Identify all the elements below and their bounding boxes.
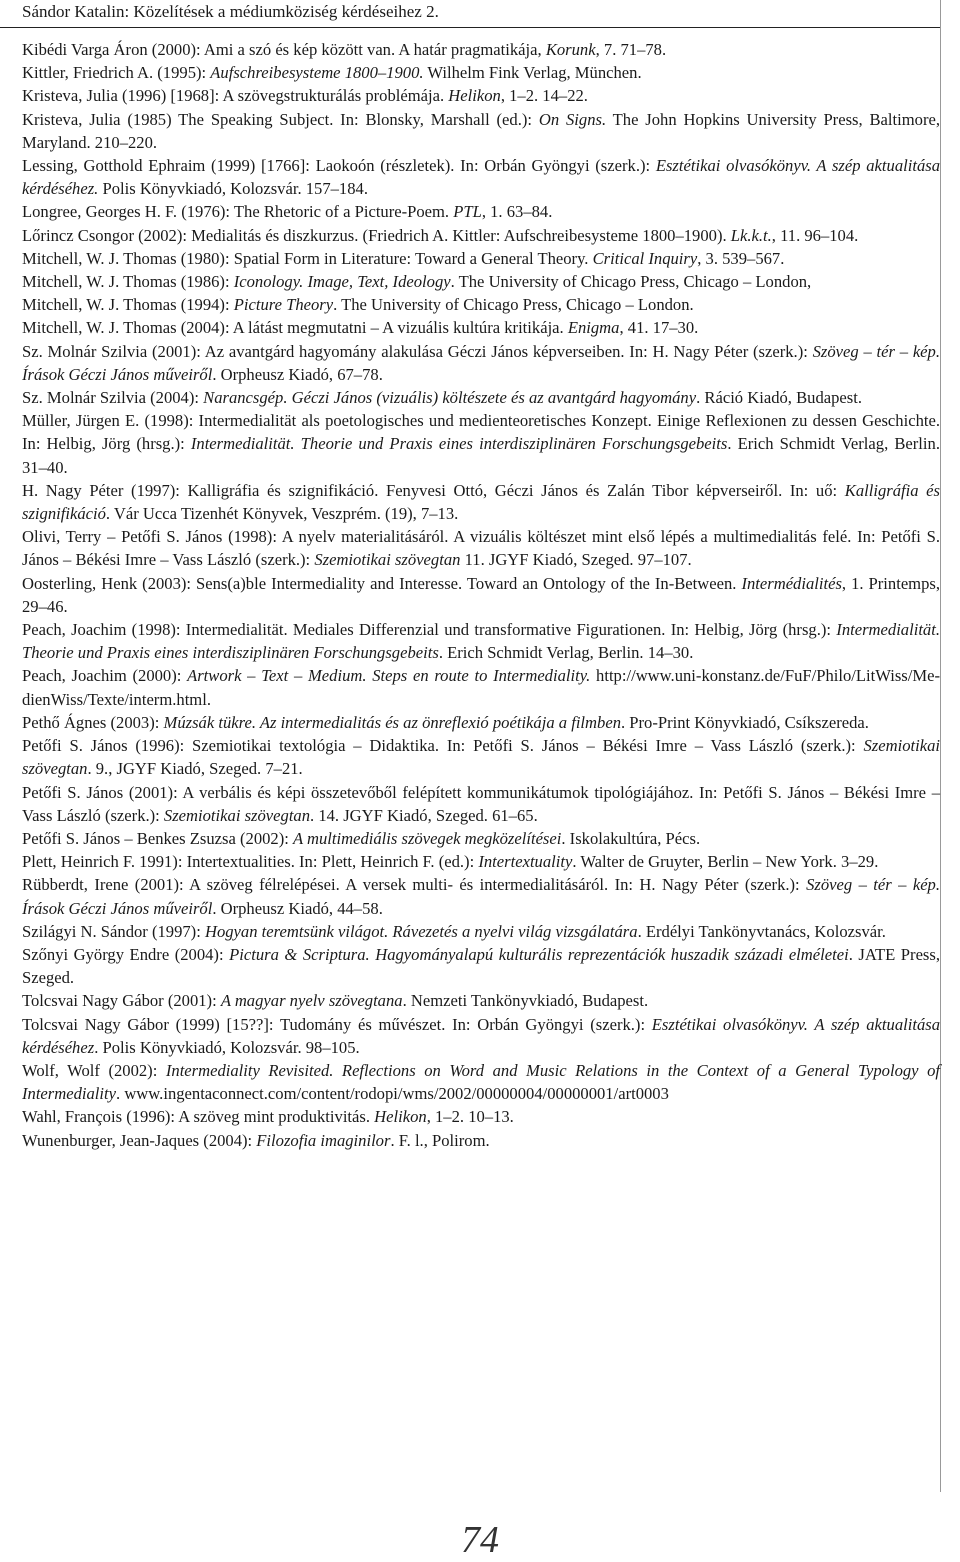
reference-title: PTL <box>453 202 482 222</box>
reference-text: Rübberdt, Irene (2001): A szöveg félrelépései. A versek multi- és intermedialitásáról. In: H. Nagy Péter (szerk.): <box>22 875 807 895</box>
reference-text: Sz. Molnár Szilvia (2004): <box>22 388 204 408</box>
reference-title: Intertextuality <box>478 852 573 872</box>
reference-text: Wunenburger, Jean-Jaques (2004): <box>22 1130 257 1150</box>
reference-entry <box>22 572 940 618</box>
reference-text: . Pro-Print Könyvkiadó, Csíkszereda. <box>621 712 869 732</box>
reference-text: Polis Könyvkiadó, Kolozsvár. 157–184. <box>98 179 368 199</box>
reference-text: . Erich Schmidt Verlag, Berlin. 14–30. <box>438 643 694 663</box>
reference-entry <box>22 943 940 989</box>
reference-entry <box>22 1013 940 1059</box>
reference-title: Picture Theory <box>233 295 334 315</box>
reference-entry <box>22 200 940 223</box>
reference-text: . F. l., Polirom. <box>390 1130 490 1150</box>
reference-text: , 11. 96–104. <box>771 225 859 245</box>
right-margin-rule <box>940 0 941 1492</box>
reference-title: Szemiotikai szövegtan <box>22 736 940 779</box>
reference-title: Szöveg – tér – kép. Írások Géczi János műveiről <box>22 875 941 918</box>
reference-entry <box>22 711 940 734</box>
reference-entry <box>22 734 940 780</box>
reference-title: On Signs. <box>538 109 607 129</box>
reference-title: Múzsák tükre. Az intermedialitás és az önreflexió poétikája a filmben <box>163 712 621 732</box>
reference-title: Enigma <box>567 318 620 338</box>
reference-text: Mitchell, W. J. Thomas (1980): Spatial Form in Literature: Toward a General Theory. <box>22 248 593 268</box>
reference-text: Wahl, François (1996): A szöveg mint produktivitás. <box>22 1107 375 1127</box>
reference-text: Mitchell, W. J. Thomas (1994): <box>22 295 234 315</box>
reference-text: Plett, Heinrich F. 1991): Intertextualities. In: Plett, Heinrich F. (ed.): <box>22 852 479 872</box>
reference-text: Kristeva, Julia (1996) [1968]: A szövegstrukturálás problémája. <box>22 86 449 106</box>
reference-text: . 14. JGYF Kiadó, Szeged. 61–65. <box>310 805 538 825</box>
reference-title: Intermédialités <box>741 573 842 593</box>
reference-text: , 1–2. 10–13. <box>426 1107 514 1127</box>
reference-entry <box>22 920 940 943</box>
reference-text: H. Nagy Péter (1997): Kalligráfia és szignifikáció. Fenyvesi Ottó, Géczi János és Zalán Tibor képverseiről. In: uő: <box>22 480 845 500</box>
reference-title: Critical Inquiry <box>592 248 698 268</box>
reference-entry <box>22 108 940 154</box>
reference-title: Esztétikai olvasókönyv. A szép aktualitása kérdéséhez <box>22 1014 940 1057</box>
reference-text: . Orpheusz Kiadó, 44–58. <box>212 898 383 918</box>
reference-text: . 9., JGYF Kiadó, Szeged. 7–21. <box>87 759 303 779</box>
reference-text: . Erdélyi Tankönyvtanács, Kolozsvár. <box>637 921 886 941</box>
reference-text: Pethő Ágnes (2003): <box>22 712 164 732</box>
reference-entry <box>22 61 940 84</box>
reference-entry <box>22 84 940 107</box>
reference-text: Tolcsvai Nagy Gábor (1999) [15??]: Tudomány és művészet. In: Orbán Gyöngyi (szerk.): <box>22 1014 652 1034</box>
reference-entry <box>22 38 940 61</box>
header-rule <box>0 27 940 28</box>
reference-title: Iconology. Image, Text, Ideology <box>233 272 451 292</box>
reference-entry <box>22 989 940 1012</box>
reference-text: Kittler, Friedrich A. (1995): <box>22 63 211 83</box>
reference-title: Helikon <box>448 86 501 106</box>
reference-text: Olivi, Terry – Petőfi S. János (1998): A nyelv materialitásáról. A vizuális költészet mint első lépés a multimedialitás felé. In: Petőfi S. János – Békési Imre – Vass László (szerk.): <box>22 527 940 570</box>
reference-text: The John Hopkins University Press, Baltimore, Maryland. 210–220. <box>22 109 940 152</box>
reference-title: Intermedialität. Theorie und Praxis eines interdisziplinären Forschungsgebeits <box>22 620 940 663</box>
reference-text: . Iskolakultúra, Pécs. <box>561 828 701 848</box>
reference-text: . The University of Chicago Press, Chicago – London, <box>450 272 812 292</box>
reference-text: , 1. 63–84. <box>481 202 553 222</box>
reference-text: Wilhelm Fink Verlag, München. <box>423 63 642 83</box>
reference-text: Kibédi Varga Áron (2000): Ami a szó és kép között van. A határ pragmatikája, <box>22 40 546 59</box>
reference-entry <box>22 386 940 409</box>
reference-text: Müller, Jürgen E. (1998): Intermedialität als poetologisches und medienteoretisches Konzept. Einige Reflexionen zu dessen Geschichte. In: Helbig, Jörg (hrsg.): <box>22 411 940 454</box>
reference-text: Petőfi S. János (2001): A verbális és képi összetevőből felépített kommunikátumok tipológiájához. In: Petőfi S. János – Békési Imre – Vass László (szerk.): <box>22 782 940 825</box>
reference-entry <box>22 340 940 386</box>
reference-text: , 1–2. 14–22. <box>500 86 588 106</box>
reference-text: , 41. 17–30. <box>619 318 699 338</box>
reference-text: . The University of Chicago Press, Chicago – London. <box>333 295 694 315</box>
reference-title: Narancsgép. Géczi János (vizuális) költészete és az avantgárd hagyomány <box>203 388 697 408</box>
reference-title: Szemiotikai szövegtan <box>314 550 461 570</box>
reference-text: , 3. 539–567. <box>697 248 785 268</box>
reference-text: . JATE Press, Szeged. <box>22 944 940 988</box>
reference-text: Peach, Joachim (2000): <box>22 666 188 686</box>
reference-entry <box>22 827 940 850</box>
reference-text: Petőfi S. János (1996): Szemiotikai textológia – Didaktika. In: Petőfi S. János – Békési Imre – Vass László (szerk.): <box>22 736 864 756</box>
reference-entry <box>22 781 940 827</box>
reference-text: . Ráció Kiadó, Budapest. <box>696 388 862 408</box>
reference-text: Mitchell, W. J. Thomas (2004): A látást megmutatni – A vizuális kultúra kritikája. <box>22 318 568 338</box>
reference-text: Petőfi S. János – Benkes Zsuzsa (2002): <box>22 828 294 848</box>
reference-text: . Orpheusz Kiadó, 67–78. <box>212 364 383 384</box>
reference-title: Helikon <box>374 1107 427 1127</box>
reference-text: , 7. 71–78. <box>595 40 667 59</box>
reference-title: Hogyan teremtsünk világot. Rávezetés a nyelvi világ vizsgálatára <box>204 921 638 941</box>
reference-text: Tolcsvai Nagy Gábor (2001): <box>22 991 221 1011</box>
reference-title: Pictura & Scriptura. Hagyományalapú kulturális reprezentációk huszadik századi elméletei <box>229 944 849 964</box>
reference-title: Szemiotikai szövegtan <box>163 805 311 825</box>
reference-entry <box>22 479 940 525</box>
reference-title: Artwork – Text – Medium. Steps en route to Intermediality. <box>187 666 591 686</box>
reference-text: . Walter de Gruyter, Berlin – New York. 3–29. <box>572 852 879 872</box>
reference-title: A magyar nyelv szövegtana <box>220 991 403 1011</box>
reference-text: Peach, Joachim (1998): Intermedialität. Mediales Differenzial und transformative Figurationen. In: Helbig, Jörg (hrsg.): <box>22 620 837 640</box>
reference-entry <box>22 850 940 873</box>
reference-entry <box>22 664 940 710</box>
reference-entry <box>22 247 940 270</box>
reference-title: Szöveg – tér – kép. Írások Géczi János műveiről <box>22 341 940 384</box>
reference-entry <box>22 1105 940 1128</box>
reference-entry <box>22 224 940 247</box>
reference-title: Intermedialität. Theorie und Praxis eines interdisziplinären Forschungsgebeits <box>190 434 728 454</box>
reference-text: Sz. Molnár Szilvia (2001): Az avantgárd hagyomány alakulása Géczi János képverseiben. In: H. Nagy Péter (szerk.): <box>22 341 813 361</box>
reference-entry <box>22 293 940 316</box>
reference-text: 11. JGYF Kiadó, Szeged. 97–107. <box>460 550 692 570</box>
reference-entry <box>22 1129 940 1152</box>
bibliography-list <box>22 38 940 1152</box>
reference-entry <box>22 618 940 664</box>
reference-text: Kristeva, Julia (1985) The Speaking Subject. In: Blonsky, Marshall (ed.): <box>22 109 539 129</box>
reference-text: . www.ingentaconnect.com/content/rodopi/wms/2002/00000004/00000001/art0003 <box>116 1084 669 1104</box>
reference-entry <box>22 270 940 293</box>
reference-text: . Nemzeti Tankönyvkiadó, Budapest. <box>402 991 649 1011</box>
reference-text: , 1. Printemps, 29–46. <box>22 573 940 616</box>
reference-text: Wolf, Wolf (2002): <box>22 1060 166 1080</box>
reference-entry <box>22 873 940 919</box>
reference-entry <box>22 525 940 571</box>
reference-text: Longree, Georges H. F. (1976): The Rhetoric of a Picture-Poem. <box>22 202 454 222</box>
reference-title: Kalligráfia és szignifikáció <box>22 480 940 524</box>
reference-text: Szilágyi N. Sándor (1997): <box>22 921 205 941</box>
reference-text: . Erich Schmidt Verlag, Berlin. 31–40. <box>22 434 940 477</box>
reference-entry <box>22 154 940 200</box>
reference-text: . Polis Könyvkiadó, Kolozsvár. 98–105. <box>94 1037 360 1057</box>
reference-title: Intermediality Revisited. Reflections on Word and Music Relations in the Context of a General Typology of Intermediality <box>22 1060 940 1104</box>
reference-text: . Vár Ucca Tizenhét Könyvek, Veszprém. (19), 7–13. <box>105 504 459 524</box>
reference-title: Filozofia imaginilor <box>256 1130 391 1150</box>
page-number: 74 <box>461 1519 499 1561</box>
reference-title: Aufschreibesysteme 1800–1900. <box>210 63 424 83</box>
reference-entry <box>22 1059 940 1105</box>
reference-text: Mitchell, W. J. Thomas (1986): <box>22 272 234 292</box>
reference-text: Oosterling, Henk (2003): Sens(a)ble Intermediality and Interesse. Toward an Ontology of the In-Between. <box>22 573 742 593</box>
reference-title: Esztétikai olvasókönyv. A szép aktualitása kérdéséhez. <box>22 156 941 199</box>
running-header: Sándor Katalin: Közelítések a médiumköziség kérdéseihez 2. <box>22 2 439 21</box>
reference-text: Lessing, Gotthold Ephraim (1999) [1766]: Laokoón (részletek). In: Orbán Gyöngyi (szerk.): <box>22 156 656 176</box>
reference-title: Korunk <box>545 40 596 59</box>
reference-title: Lk.k.t. <box>730 225 772 245</box>
reference-title: A multimediális szövegek megközelítései <box>293 828 562 848</box>
reference-entry <box>22 316 940 339</box>
reference-text: http://www.uni-konstanz.de/FuF/Philo/LitWiss/Me-dienWiss/Texte/interm.html. <box>22 666 940 709</box>
reference-text: Szőnyi György Endre (2004): <box>22 944 230 964</box>
reference-entry <box>22 409 940 479</box>
reference-text: Lőrincz Csongor (2002): Medialitás és diszkurzus. (Friedrich A. Kittler: Aufschreibesysteme 1800–1900). <box>22 225 731 245</box>
